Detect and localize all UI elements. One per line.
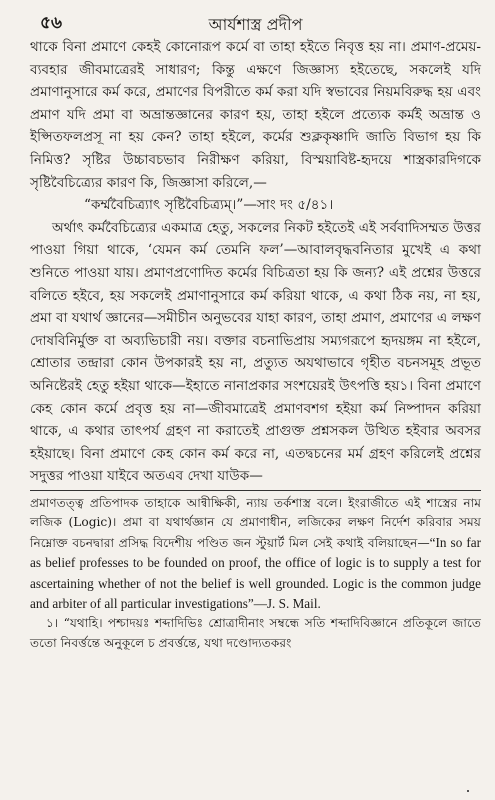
paragraph-1: থাকে বিনা প্রমাণে কেহই কোনোরূপ কর্মে বা তাহা হইতে নিবৃত্ত হয় না। প্রমাণ-প্রমেয়-ব্যবহার জীবমাত্রেরই সাধারণ; কিন্তু এক্ষণে জিজ্ঞাস্য হইতেছে, সকলেই যদি প্রমাণানুসারে কর্ম করে, প্রমাণের বিপরীতে কর্ম করা যদি স্বভাবের নিয়মবিরুদ্ধ হয় এবং প্রমাণ যদি প্রমা বা অভ্রান্তজ্ঞানের কারণ হয়, তাহা হইলে প্রত্যেক কর্মই অভ্রান্ত ও ইপ্সিতফলপ্রসূ না হয় কেন? তাহা হইলে, কর্মের শুক্লকৃষ্ণাদি জাতি বিভাগ হয় কি নিমিত্ত? সৃষ্টির উচ্চাবচভাব নিরীক্ষণ করিয়া, বিস্ময়াবিষ্ট-হৃদয়ে শাস্ত্রকারদিগকে সৃষ্টিবৈচিত্র্যের কারণ কি, জিজ্ঞাসা করিলে,—	[30, 39, 481, 191]
footnote-logic-english-quote: “In so far as belief professes to be founded on proof, the office of logic is to supply a test for ascertaining whether of not the belief is well grounded. Logic is the common judge and arbiter of all particular investigations”—J. S. Mail.	[30, 534, 482, 611]
footnote-logic-bengali: প্রমাণতত্ত্ব প্রতিপাদক তাহাকে আন্বীক্ষিকী, ন্যায় তর্কশাস্ত্র বলে। ইংরাজীতে এই শাস্ত্রের নাম লজিক (Logic)। প্রমা বা যথার্থজ্ঞান যে প্রমাণাধীন, লজিকের লক্ষণ নির্দেশ করিবার সময় নিম্নোক্ত বচনদ্বারা প্রসিদ্ধ বিদেশীয় পণ্ডিত জন স্টুয়ার্ট মিল সেই কথাই বলিয়াছেন—	[30, 495, 481, 550]
footnote-divider	[30, 490, 481, 491]
page-mark	[467, 790, 469, 792]
page-header	[30, 6, 481, 36]
footnote-1: ১। “যথাহি। পশ্চাদয়ঃ শব্দাদিভিঃ শ্রোত্রাদীনাং সম্বন্ধে সতি শব্দাদিবিজ্ঞানে প্রতিকূলে জাতে ততো নিবর্ত্তন্তে অনুকূলে চ প্রবর্ত্তন্তে, যথা দণ্ডোদ্যতকরং	[30, 616, 481, 650]
page-number: ৫৬	[40, 13, 63, 33]
sanskrit-quote: “কর্ম্মবৈচিত্র্যাৎ সৃষ্টিবৈচিত্র্যম্।”—সাং দং ৫/৪১।	[84, 197, 334, 214]
main-text	[30, 36, 481, 488]
paragraph-2: অর্থাৎ কর্মবৈচিত্র্যের একমাত্র হেতু, সকলের নিকট হইতেই এই সর্ববাদিসম্মত উত্তর পাওয়া গিয়া থাকে, ‘যেমন কর্ম তেমনি ফল’—আবালবৃদ্ধবনিতার মুখেই এ কথা শুনিতে পাওয়া যায়। প্রমাণপ্রণোদিত কর্মের বিচিত্রতা হয় কি জন্য? এই প্রশ্নের উত্তরে বলিতে হইবে, হয় সকলেই প্রমাণানুসারে কর্ম করিয়া থাকে, এ কথা ঠিক নয়, না হয়, প্রমা বা যথার্থ জ্ঞানের—সমীচীন অনুভবের যাহা কারণ, তাহা প্রমাণ, প্রমাণের এ লক্ষণ দোষবিনির্মুক্ত বা অব্যভিচারী নয়। বক্তার বচনাভিপ্রায় সম্যগরূপে হৃদয়ঙ্গম না হইলে, শ্রোতার তন্দ্রারা কোন উপকারই হয় না, প্রত্যুত অযথাভাবে গৃহীত বচনসমূহ প্রভূত অনিষ্টেরই হেতু হইয়া থাকে—ইহাতে নানাপ্রকার সংশয়েরই উৎপত্তি হয়১। বিনা প্রমাণে কেহ কোন কর্মে প্রবৃত্ত হয় না—জীবমাত্রেই প্রমাণবশগ হইয়া কর্ম নিষ্পাদন করিয়া থাকে, এ কথার তাৎপর্য গ্রহণ না করাতেই প্রাগুক্ত প্রশ্নসকল উত্থিত হইবার অবসর হইয়াছে। বিনা প্রমাণে কেহ কোন কর্ম করে না, এতদ্বচনের মর্ম গ্রহণ করিলেই প্রশ্নের সদুত্তর পাওয়া যাইবে অতএব দেখা যাউক—	[30, 219, 481, 485]
running-title: আর্যশাস্ত্র প্রদীপ	[208, 15, 303, 34]
footnotes	[30, 494, 481, 653]
footnote-logic	[30, 494, 481, 614]
